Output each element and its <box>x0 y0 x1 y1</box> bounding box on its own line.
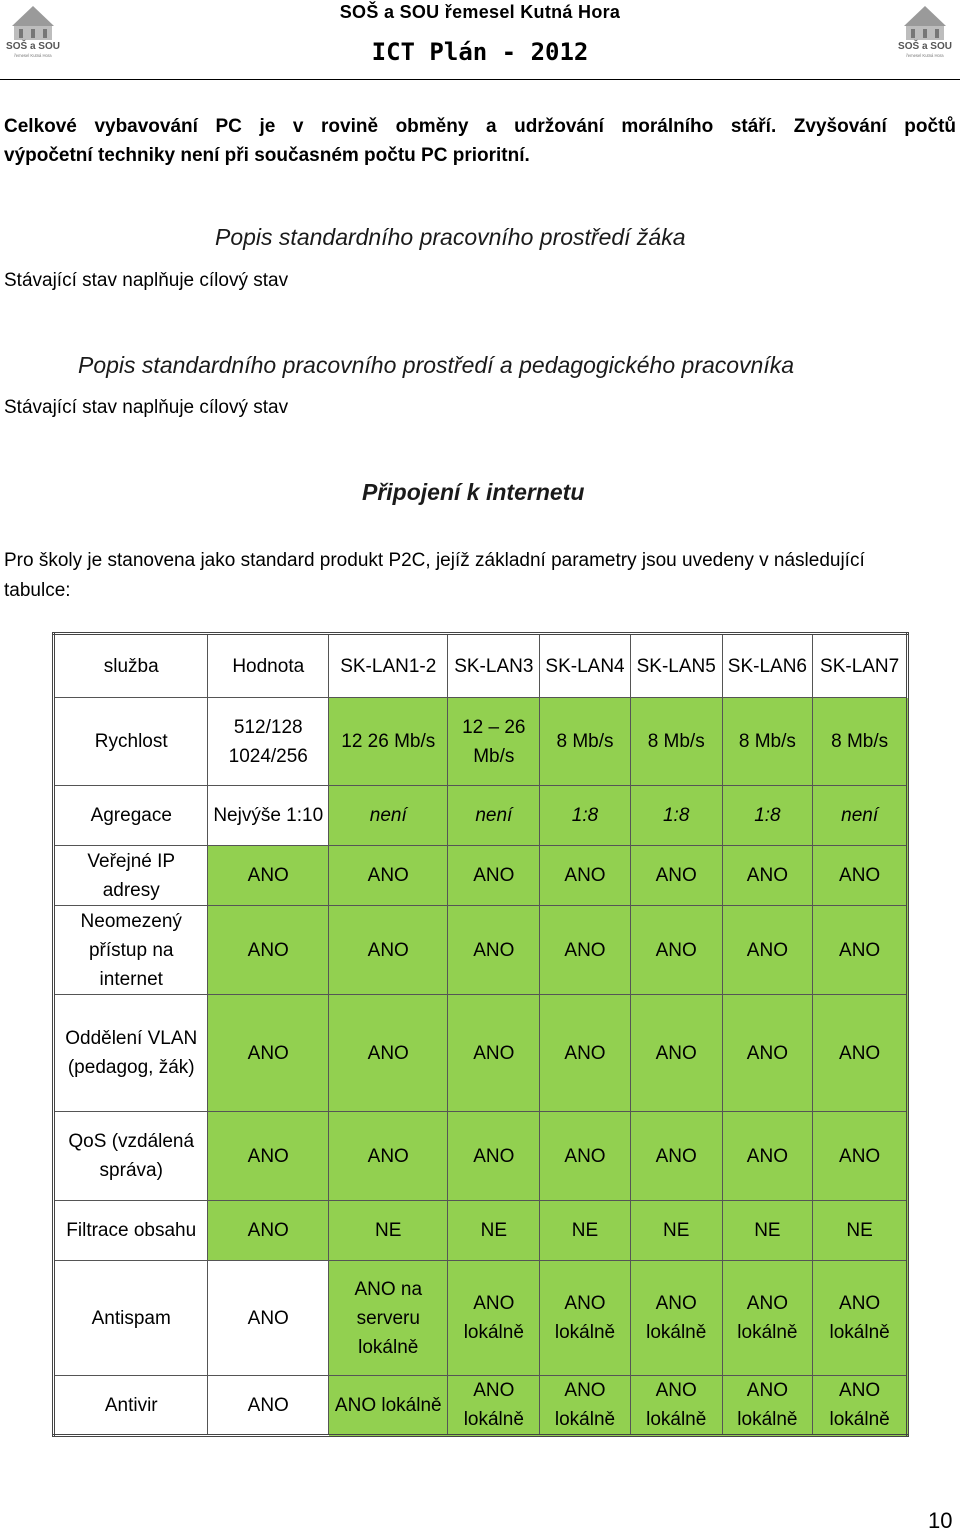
section-heading-internet: Připojení k internetu <box>362 479 585 505</box>
header-cell: SK-LAN1-2 <box>329 634 448 698</box>
table-cell: ANO <box>813 1112 908 1201</box>
intro-paragraph <box>4 112 956 170</box>
internet-parameters-table <box>52 632 909 1437</box>
table-cell: ANO <box>208 1201 329 1261</box>
table-cell: ANO lokálně <box>630 1376 722 1436</box>
table-cell: NE <box>540 1201 631 1261</box>
header-cell: SK-LAN7 <box>813 634 908 698</box>
table-cell: ANO lokálně <box>448 1261 540 1376</box>
logo-subtext: řemesel Kutná Hora <box>14 53 52 58</box>
table-cell: ANO <box>813 995 908 1112</box>
table-cell: ANO <box>722 1112 813 1201</box>
table-cell: ANO lokálně <box>813 1376 908 1436</box>
table-cell: ANO <box>208 906 329 995</box>
table-cell: ANO <box>630 846 722 906</box>
intro-line-1: Celkové vybavování PC je v rovině obměny a udržování morálního stáří. Zvyšování počtů <box>4 116 956 137</box>
row-label: Antispam <box>54 1261 208 1376</box>
table-row <box>54 995 908 1112</box>
table-cell: ANO <box>813 846 908 906</box>
table-row <box>54 1376 908 1436</box>
row-label: QoS (vzdálená správa) <box>54 1112 208 1201</box>
table-cell: ANO <box>540 1112 631 1201</box>
table-cell: ANO <box>448 1112 540 1201</box>
intro-line-2: výpočetní techniky není při současném počtu PC prioritní. <box>4 145 530 166</box>
table-cell: ANO na serveru lokálně <box>329 1261 448 1376</box>
table-cell: ANO <box>208 1376 329 1436</box>
table-cell: ANO <box>540 906 631 995</box>
table-cell: ANO <box>722 995 813 1112</box>
table-cell: ANO <box>208 846 329 906</box>
table-cell: ANO lokálně <box>540 1261 631 1376</box>
row-label: Neomezený přístup na internet <box>54 906 208 995</box>
table-cell: ANO <box>329 1112 448 1201</box>
table-cell: 12 26 Mb/s <box>329 698 448 786</box>
table-cell: ANO lokálně <box>722 1376 813 1436</box>
row-label: Rychlost <box>54 698 208 786</box>
table-cell: 1:8 <box>722 786 813 846</box>
logo-subtext: řemesel Kutná Hora <box>906 53 944 58</box>
table-cell: 1:8 <box>630 786 722 846</box>
table-cell: ANO <box>722 846 813 906</box>
table-cell: ANO <box>208 1261 329 1376</box>
header-divider <box>0 79 960 80</box>
table-row <box>54 1201 908 1261</box>
table-cell: není <box>813 786 908 846</box>
row-label: Antivir <box>54 1376 208 1436</box>
table-cell: NE <box>813 1201 908 1261</box>
document-title: ICT Plán - 2012 <box>371 38 589 66</box>
table-cell: není <box>448 786 540 846</box>
table-cell: ANO <box>540 846 631 906</box>
header-cell: Hodnota <box>208 634 329 698</box>
table-cell: ANO lokálně <box>329 1376 448 1436</box>
table-cell: ANO lokálně <box>813 1261 908 1376</box>
table-cell: ANO <box>329 906 448 995</box>
table-row <box>54 906 908 995</box>
table-row <box>54 846 908 906</box>
table-cell: 8 Mb/s <box>722 698 813 786</box>
row-label: Veřejné IP adresy <box>54 846 208 906</box>
table-cell: ANO <box>813 906 908 995</box>
table-cell: NE <box>448 1201 540 1261</box>
table-cell: ANO lokálně <box>722 1261 813 1376</box>
row-label: Filtrace obsahu <box>54 1201 208 1261</box>
table-cell: ANO <box>722 906 813 995</box>
table-cell: ANO <box>630 906 722 995</box>
table-cell: ANO lokálně <box>630 1261 722 1376</box>
table-cell: ANO lokálně <box>448 1376 540 1436</box>
table-cell: ANO <box>540 995 631 1112</box>
table-row <box>54 786 908 846</box>
table-cell: ANO <box>630 995 722 1112</box>
table-cell: 12 – 26 Mb/s <box>448 698 540 786</box>
header-cell: služba <box>54 634 208 698</box>
table-cell: ANO <box>329 846 448 906</box>
header-cell: SK-LAN5 <box>630 634 722 698</box>
table-cell: ANO <box>630 1112 722 1201</box>
page-number: 10 <box>928 1508 953 1533</box>
table-cell: není <box>329 786 448 846</box>
table-cell: Nejvýše 1:10 <box>208 786 329 846</box>
table-cell: ANO <box>208 995 329 1112</box>
table-cell: 1:8 <box>540 786 631 846</box>
table-cell: NE <box>630 1201 722 1261</box>
table-cell: 8 Mb/s <box>630 698 722 786</box>
section-status-teacher: Stávající stav naplňuje cílový stav <box>4 397 289 418</box>
table-cell: ANO <box>448 846 540 906</box>
table-cell: ANO <box>208 1112 329 1201</box>
table-cell: ANO <box>448 906 540 995</box>
table-cell: 512/128 1024/256 <box>208 698 329 786</box>
table-cell: NE <box>329 1201 448 1261</box>
header-cell: SK-LAN4 <box>540 634 631 698</box>
section-status-student: Stávající stav naplňuje cílový stav <box>4 270 289 291</box>
table-row <box>54 1112 908 1201</box>
table-cell: 8 Mb/s <box>540 698 631 786</box>
table-row <box>54 698 908 786</box>
logo-text: SOŠ a SOU <box>6 41 60 52</box>
table-row <box>54 1261 908 1376</box>
table-cell: ANO <box>448 995 540 1112</box>
internet-intro-text: Pro školy je stanovena jako standard produkt P2C, jejíž základní parametry jsou uvedeny v následující tabulce: <box>4 550 865 601</box>
row-label: Agregace <box>54 786 208 846</box>
school-name: SOŠ a SOU řemesel Kutná Hora <box>339 2 621 22</box>
section-heading-student: Popis standardního pracovního prostředí žáka <box>215 224 686 250</box>
logo-text: SOŠ a SOU <box>898 41 952 52</box>
section-heading-teacher: Popis standardního pracovního prostředí a pedagogického pracovníka <box>78 352 795 378</box>
table-cell: ANO <box>329 995 448 1112</box>
header-cell: SK-LAN6 <box>722 634 813 698</box>
table-header-row <box>54 634 908 698</box>
table-cell: 8 Mb/s <box>813 698 908 786</box>
table-cell: ANO lokálně <box>540 1376 631 1436</box>
row-label: Oddělení VLAN (pedagog, žák) <box>54 995 208 1112</box>
table-cell: NE <box>722 1201 813 1261</box>
header-cell: SK-LAN3 <box>448 634 540 698</box>
